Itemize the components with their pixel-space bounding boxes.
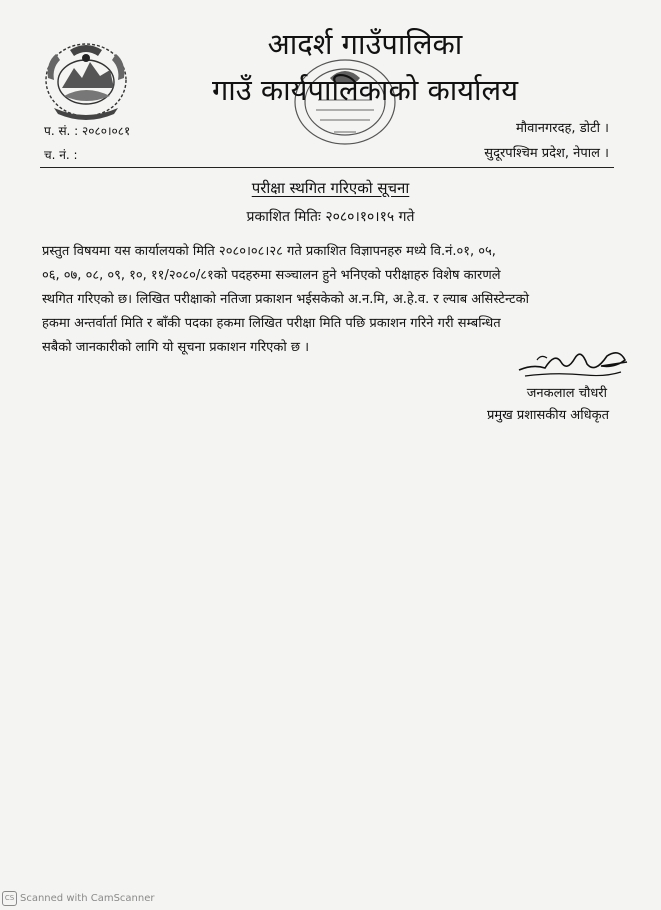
org-name-line2: गाउँ कार्यपालिकाको कार्यालय: [211, 73, 519, 107]
notice-body-line: स्थगित गरिएको छ। लिखित परीक्षाको नतिजा प्रकाशन भईसकेको अ.न.मि, अ.हे.व. र ल्याब असिस्टेन्टको: [42, 292, 529, 307]
dispatch-number: च. नं. :: [44, 148, 78, 162]
office-address-line2: सुदूरपश्चिम प्रदेश, नेपाल ।: [484, 146, 609, 161]
notice-body-line: ०६, ०७, ०८, ०९, १०, ११/२०८०/८१को पदहरुमा सञ्चालन हुने भनिएको परीक्षाहरु विशेष कारणले: [42, 268, 501, 283]
notice-body-line: हकमा अन्तर्वार्ता मिति र बाँकी पदका हकमा लिखित परीक्षा मिति पछि प्रकाशन गरिने गरी सम्बन्धित: [42, 316, 501, 331]
notice-body-line: सबैको जानकारीको लागि यो सूचना प्रकाशन गरिएको छ ।: [42, 340, 310, 355]
org-name-line1: आदर्श गाउँपालिका: [267, 27, 463, 61]
scanner-watermark: [2, 891, 155, 906]
office-address-line1: मौवानगरदह, डोटी ।: [516, 121, 609, 136]
signatory-name: जनकलाल चौधरी: [526, 386, 607, 401]
published-date: प्रकाशित मितिः २०८०।१०।१५ गते: [246, 209, 415, 225]
nepal-emblem-icon: [40, 38, 132, 120]
camscanner-icon: CS: [2, 891, 17, 906]
signatory-designation: प्रमुख प्रशासकीय अधिकृत: [486, 408, 609, 423]
notice-body-line: प्रस्तुत विषयमा यस कार्यालयको मिति २०८०।०८।२८ गते प्रकाशित विज्ञापनहरु मध्ये वि.नं.०१, ०५,: [42, 244, 496, 259]
header-divider: [40, 167, 614, 168]
reference-number: प. सं. : २०८०।०८१: [44, 124, 131, 138]
signature-icon: [515, 342, 631, 382]
notice-title: [0, 178, 661, 198]
notice-title-text: परीक्षा स्थगित गरिएको सूचना: [251, 179, 410, 197]
watermark-text: Scanned with CamScanner: [20, 893, 155, 904]
